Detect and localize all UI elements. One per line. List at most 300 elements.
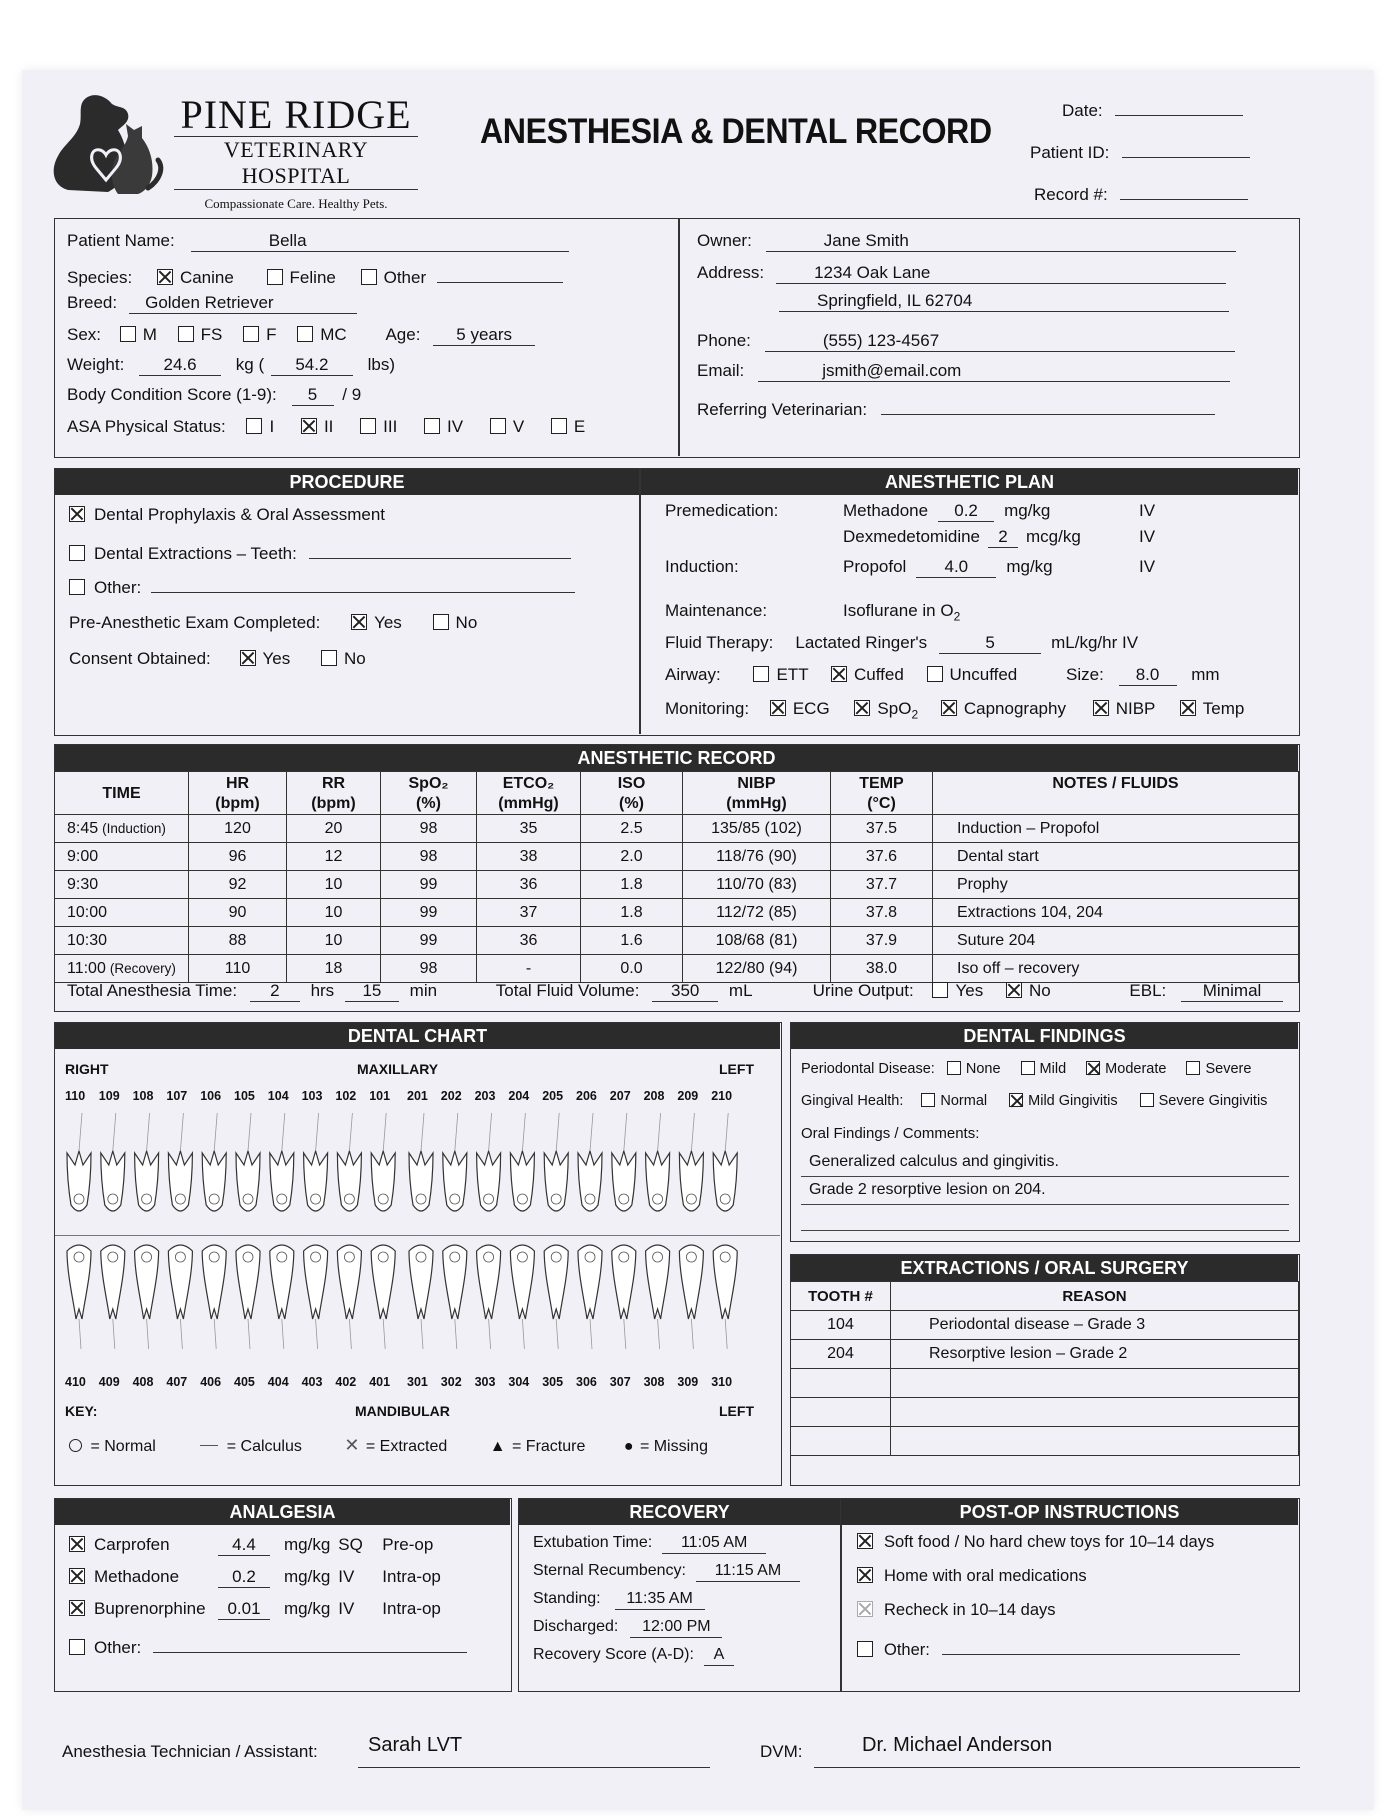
capnography-label: Capnography bbox=[963, 699, 1066, 718]
tooth-outline[interactable] bbox=[443, 1113, 467, 1211]
mandibular-label: MANDIBULAR bbox=[355, 1403, 450, 1419]
total-fluid-field[interactable]: 350 bbox=[652, 981, 718, 1002]
record-time-cell[interactable] bbox=[55, 927, 189, 955]
record-etco2-cell[interactable]: 38 bbox=[477, 843, 581, 871]
tooth-outline[interactable] bbox=[67, 1245, 91, 1349]
tooth-outline[interactable] bbox=[646, 1245, 670, 1349]
dental-prophy-label: Dental Prophylaxis & Oral Assessment bbox=[94, 505, 386, 524]
tooth-outline[interactable] bbox=[544, 1113, 568, 1211]
tooth-outline[interactable] bbox=[443, 1245, 467, 1349]
postop-soft-food-label: Soft food / No hard chew toys for 10–14 days bbox=[884, 1533, 1215, 1551]
record-hr-cell[interactable]: 120 bbox=[189, 815, 287, 843]
extractions-checkbox[interactable] bbox=[69, 545, 85, 561]
record-etco2-cell[interactable]: 37 bbox=[477, 899, 581, 927]
ett-checkbox[interactable] bbox=[753, 666, 769, 682]
asa-e-checkbox[interactable] bbox=[551, 418, 567, 434]
record-col-header bbox=[287, 772, 381, 815]
perio-moderate-checkbox[interactable] bbox=[1086, 1061, 1100, 1075]
tooth-outline[interactable] bbox=[236, 1113, 260, 1211]
induction-drug: Propofol bbox=[843, 557, 907, 576]
table-row bbox=[55, 815, 1299, 843]
record-rr-cell[interactable]: 18 bbox=[287, 955, 381, 983]
hospital-name: PINE RIDGE bbox=[180, 92, 412, 137]
record-notes-cell[interactable]: Dental start bbox=[933, 843, 1299, 871]
tooth-outline[interactable] bbox=[510, 1113, 534, 1211]
key-label: KEY: bbox=[65, 1403, 98, 1419]
perio-mild-checkbox[interactable] bbox=[1021, 1061, 1035, 1075]
tooth-outline[interactable] bbox=[409, 1245, 433, 1349]
tooth-outline[interactable] bbox=[202, 1113, 226, 1211]
tooth-outline[interactable] bbox=[270, 1245, 294, 1349]
tooth-outline[interactable] bbox=[510, 1245, 534, 1349]
record-col-header bbox=[381, 772, 477, 815]
record-time: 9:00 bbox=[67, 847, 99, 865]
date-line bbox=[1062, 96, 1243, 121]
extractions-header: EXTRACTIONS / ORAL SURGERY bbox=[791, 1255, 1298, 1281]
tooth-number: 204 bbox=[508, 1089, 530, 1103]
record-col-unit: (mmHg) bbox=[726, 795, 787, 812]
record-nibp-cell[interactable]: 122/80 (94) bbox=[683, 955, 831, 983]
phone-field[interactable]: (555) 123-4567 bbox=[765, 331, 1235, 352]
record-iso-cell[interactable]: 0.0 bbox=[581, 955, 683, 983]
record-spo2-cell[interactable]: 98 bbox=[381, 815, 477, 843]
record-notes-cell[interactable]: Prophy bbox=[933, 871, 1299, 899]
record-col-header bbox=[581, 772, 683, 815]
urine-yes-checkbox[interactable] bbox=[932, 982, 948, 998]
record-notes-cell[interactable]: Iso off – recovery bbox=[933, 955, 1299, 983]
analgesia-other-checkbox[interactable] bbox=[69, 1639, 85, 1655]
capnography-checkbox[interactable] bbox=[941, 700, 957, 716]
chart-right-label: RIGHT bbox=[65, 1061, 109, 1077]
tooth-outline[interactable] bbox=[67, 1113, 91, 1211]
analgesia-box bbox=[54, 1498, 512, 1692]
table-row bbox=[55, 899, 1299, 927]
analgesia-dose-field[interactable]: 4.4 bbox=[218, 1535, 270, 1556]
tooth-number: 307 bbox=[609, 1375, 631, 1389]
fluid-therapy-label: Fluid Therapy: bbox=[665, 633, 774, 652]
fracture-triangle-icon: ▲ bbox=[489, 1438, 506, 1455]
record-nibp-cell[interactable]: 118/76 (90) bbox=[683, 843, 831, 871]
extraction-teeth-field[interactable] bbox=[309, 539, 571, 559]
procedure-other-checkbox[interactable] bbox=[69, 579, 85, 595]
ml-label: mL bbox=[728, 981, 752, 1000]
record-etco2-cell[interactable]: 36 bbox=[477, 927, 581, 955]
urine-output-label: Urine Output: bbox=[812, 981, 914, 1000]
tooth-outline[interactable] bbox=[168, 1245, 192, 1349]
key-calculus: = Calculus bbox=[226, 1438, 302, 1455]
analgesia-dose-field[interactable]: 0.01 bbox=[218, 1599, 270, 1620]
exam-no-label: No bbox=[455, 613, 478, 632]
sex-f-checkbox[interactable] bbox=[243, 326, 259, 342]
tooth-number: 302 bbox=[440, 1375, 462, 1389]
sternal-field[interactable]: 11:15 AM bbox=[696, 1561, 800, 1582]
record-hr-cell[interactable]: 96 bbox=[189, 843, 287, 871]
record-temp-cell[interactable]: 37.5 bbox=[831, 815, 933, 843]
total-hrs-field[interactable]: 2 bbox=[250, 981, 300, 1002]
tooth-outline[interactable] bbox=[135, 1245, 159, 1349]
extraction-tooth-cell[interactable]: 104 bbox=[791, 1311, 891, 1340]
record-temp-cell[interactable]: 37.9 bbox=[831, 927, 933, 955]
spo2-checkbox[interactable] bbox=[854, 700, 870, 716]
extraction-tooth-cell[interactable] bbox=[791, 1427, 891, 1456]
breed-label: Breed: bbox=[67, 293, 118, 312]
urine-no-label: No bbox=[1028, 981, 1051, 1000]
analgesia-checkbox[interactable] bbox=[69, 1536, 85, 1552]
record-rr-cell[interactable]: 10 bbox=[287, 899, 381, 927]
asa-iv-checkbox[interactable] bbox=[424, 418, 440, 434]
record-spo2-cell[interactable]: 99 bbox=[381, 899, 477, 927]
sex-m-checkbox[interactable] bbox=[120, 326, 136, 342]
record-iso-cell[interactable]: 2.5 bbox=[581, 815, 683, 843]
asa-v-checkbox[interactable] bbox=[490, 418, 506, 434]
tooth-number: 202 bbox=[440, 1089, 462, 1103]
exam-no-checkbox[interactable] bbox=[433, 614, 449, 630]
record-notes-cell[interactable]: Suture 204 bbox=[933, 927, 1299, 955]
tooth-outline[interactable] bbox=[679, 1245, 703, 1349]
record-col-title: NIBP bbox=[737, 775, 776, 792]
comment-line-3[interactable] bbox=[801, 1209, 1289, 1231]
record-temp-cell[interactable]: 37.6 bbox=[831, 843, 933, 871]
record-col-header bbox=[477, 772, 581, 815]
hospital-subtitle: VETERINARY HOSPITAL bbox=[223, 137, 369, 188]
address-line2-field[interactable]: Springfield, IL 62704 bbox=[779, 291, 1229, 312]
owner-label: Owner: bbox=[697, 231, 752, 250]
ging-normal-checkbox[interactable] bbox=[921, 1093, 935, 1107]
extraction-reason-cell[interactable] bbox=[891, 1427, 1299, 1456]
consent-label: Consent Obtained: bbox=[69, 649, 211, 668]
tooth-outline[interactable] bbox=[101, 1245, 125, 1349]
patient-owner-box bbox=[54, 218, 1300, 458]
analgesia-route: IV bbox=[338, 1567, 355, 1586]
record-etco2-cell[interactable]: - bbox=[477, 955, 581, 983]
record-time-cell[interactable] bbox=[55, 955, 189, 983]
record-time-cell[interactable] bbox=[55, 899, 189, 927]
record-etco2-cell[interactable]: 36 bbox=[477, 871, 581, 899]
record-col-unit: (°C) bbox=[867, 795, 896, 812]
tooth-outline[interactable] bbox=[101, 1113, 125, 1211]
record-time-cell[interactable] bbox=[55, 843, 189, 871]
standing-field[interactable]: 11:35 AM bbox=[615, 1589, 705, 1610]
table-row bbox=[791, 1427, 1299, 1456]
sex-fs-checkbox[interactable] bbox=[178, 326, 194, 342]
analgesia-checkbox[interactable] bbox=[69, 1568, 85, 1584]
record-spo2-cell[interactable]: 99 bbox=[381, 927, 477, 955]
comment-line-2[interactable]: Grade 2 resorptive lesion on 204. bbox=[801, 1181, 1289, 1205]
tooth-outline[interactable] bbox=[304, 1113, 328, 1211]
uncuffed-label: Uncuffed bbox=[949, 665, 1018, 684]
record-col-title: TEMP bbox=[859, 775, 904, 792]
tooth-outline[interactable] bbox=[135, 1113, 159, 1211]
record-iso-cell[interactable]: 2.0 bbox=[581, 843, 683, 871]
patient-name-label: Patient Name: bbox=[67, 231, 175, 250]
nibp-checkbox[interactable] bbox=[1093, 700, 1109, 716]
uncuffed-checkbox[interactable] bbox=[927, 666, 943, 682]
tooth-outline[interactable] bbox=[409, 1113, 433, 1211]
asa-row bbox=[67, 417, 585, 437]
record-nibp-cell[interactable]: 112/72 (85) bbox=[683, 899, 831, 927]
tooth-outline[interactable] bbox=[477, 1113, 501, 1211]
maxillary-label: MAXILLARY bbox=[357, 1061, 439, 1077]
tooth-number: 110 bbox=[65, 1089, 86, 1103]
perio-none-checkbox[interactable] bbox=[947, 1061, 961, 1075]
postop-recheck-checkbox[interactable] bbox=[857, 1601, 873, 1617]
cuffed-checkbox[interactable] bbox=[831, 666, 847, 682]
analgesia-unit: mg/kg bbox=[284, 1567, 331, 1586]
kg-label: kg ( bbox=[235, 355, 265, 374]
extraction-tooth-cell[interactable] bbox=[791, 1398, 891, 1427]
comment-line-1[interactable]: Generalized calculus and gingivitis. bbox=[801, 1153, 1289, 1177]
email-field[interactable]: jsmith@email.com bbox=[758, 361, 1230, 382]
tooth-outline[interactable] bbox=[304, 1245, 328, 1349]
analgesia-checkbox[interactable] bbox=[69, 1600, 85, 1616]
extraction-reason-cell[interactable] bbox=[891, 1398, 1299, 1427]
record-iso-cell[interactable]: 1.6 bbox=[581, 927, 683, 955]
tooth-outline[interactable] bbox=[646, 1113, 670, 1211]
consent-yes-label: Yes bbox=[262, 649, 291, 668]
record-hr-cell[interactable]: 92 bbox=[189, 871, 287, 899]
recovery-score-field[interactable]: A bbox=[704, 1645, 734, 1666]
weight-lbs-field[interactable]: 54.2 bbox=[271, 355, 353, 376]
dental-chart-box bbox=[54, 1022, 782, 1486]
tooth-number: 104 bbox=[267, 1089, 289, 1103]
total-fluid-label: Total Fluid Volume: bbox=[495, 981, 640, 1000]
tooth-outline[interactable] bbox=[477, 1245, 501, 1349]
maintenance-subscript: 2 bbox=[953, 609, 961, 624]
record-notes-cell[interactable]: Induction – Propofol bbox=[933, 815, 1299, 843]
other-species-checkbox[interactable] bbox=[361, 269, 377, 285]
record-rr-cell[interactable]: 10 bbox=[287, 927, 381, 955]
tooth-number: 109 bbox=[98, 1089, 120, 1103]
tooth-number: 401 bbox=[369, 1375, 391, 1389]
breed-field[interactable]: Golden Retriever bbox=[129, 293, 357, 314]
ging-severe-checkbox[interactable] bbox=[1140, 1093, 1154, 1107]
extracted-x-icon: ✕ bbox=[344, 1435, 360, 1455]
tooth-number: 106 bbox=[200, 1089, 222, 1103]
tooth-outline[interactable] bbox=[371, 1113, 395, 1211]
record-iso-cell[interactable]: 1.8 bbox=[581, 871, 683, 899]
record-temp-cell[interactable]: 37.7 bbox=[831, 871, 933, 899]
sex-mc-checkbox[interactable] bbox=[297, 326, 313, 342]
tooth-outline[interactable] bbox=[337, 1113, 361, 1211]
asa-i-label: I bbox=[269, 417, 275, 436]
fluid-rate-field[interactable]: 5 bbox=[939, 633, 1041, 654]
asa-e-label: E bbox=[573, 417, 586, 436]
dvm-signature-field[interactable]: Dr. Michael Anderson bbox=[814, 1734, 1300, 1768]
record-time-cell[interactable] bbox=[55, 871, 189, 899]
other-species-field[interactable] bbox=[437, 263, 563, 283]
email-label: Email: bbox=[697, 361, 745, 380]
record-rr-cell[interactable]: 12 bbox=[287, 843, 381, 871]
record-col-header bbox=[933, 772, 1299, 815]
weight-kg-field[interactable]: 24.6 bbox=[139, 355, 221, 376]
dental-chart-header: DENTAL CHART bbox=[55, 1023, 780, 1049]
exam-yes-checkbox[interactable] bbox=[351, 614, 367, 630]
tooth-outline[interactable] bbox=[544, 1245, 568, 1349]
record-spo2-cell[interactable]: 98 bbox=[381, 843, 477, 871]
premed-dose1-field[interactable]: 0.2 bbox=[938, 501, 994, 522]
record-hr-cell[interactable]: 90 bbox=[189, 899, 287, 927]
extractions-table bbox=[790, 1281, 1299, 1456]
consent-yes-checkbox[interactable] bbox=[240, 650, 256, 666]
perio-severe-checkbox[interactable] bbox=[1186, 1061, 1200, 1075]
record-col-header bbox=[55, 772, 189, 815]
record-nibp-cell[interactable]: 108/68 (81) bbox=[683, 927, 831, 955]
canine-checkbox[interactable] bbox=[157, 269, 173, 285]
extraction-tooth-cell[interactable]: 204 bbox=[791, 1340, 891, 1369]
extraction-reason-cell[interactable]: Periodontal disease – Grade 3 bbox=[891, 1311, 1299, 1340]
age-field[interactable]: 5 years bbox=[433, 325, 535, 346]
sex-fs-label: FS bbox=[200, 325, 223, 344]
record-time: 8:45 bbox=[67, 819, 99, 837]
induction-dose-field[interactable]: 4.0 bbox=[916, 557, 996, 578]
record-number-field[interactable] bbox=[1120, 180, 1248, 200]
tooth-number: 209 bbox=[677, 1089, 699, 1103]
tooth-number: 304 bbox=[508, 1375, 530, 1389]
record-sheet bbox=[22, 70, 1374, 1810]
address-label: Address: bbox=[697, 263, 765, 282]
tooth-number: 309 bbox=[677, 1375, 699, 1389]
asa-i-checkbox[interactable] bbox=[246, 418, 262, 434]
discharged-field[interactable]: 12:00 PM bbox=[630, 1617, 722, 1638]
record-col-header bbox=[189, 772, 287, 815]
tooth-number: 102 bbox=[335, 1089, 357, 1103]
tooth-outline[interactable] bbox=[202, 1245, 226, 1349]
tooth-number: 205 bbox=[542, 1089, 564, 1103]
hospital-tagline: Compassionate Care. Healthy Pets. bbox=[204, 196, 388, 211]
record-hr-cell[interactable]: 88 bbox=[189, 927, 287, 955]
tooth-number: 207 bbox=[609, 1089, 631, 1103]
postop-other-field[interactable] bbox=[942, 1635, 1240, 1655]
tooth-number: 203 bbox=[474, 1089, 496, 1103]
record-number-label: Record #: bbox=[1034, 185, 1108, 204]
urine-yes-label: Yes bbox=[955, 981, 984, 1000]
bcs-field[interactable]: 5 bbox=[292, 385, 334, 406]
extraction-reason-cell[interactable]: Resorptive lesion – Grade 2 bbox=[891, 1340, 1299, 1369]
tooth-outline[interactable] bbox=[612, 1245, 636, 1349]
record-col-title: SpO₂ bbox=[408, 775, 449, 792]
record-time-tag: (Induction) bbox=[102, 820, 166, 836]
postop-other-checkbox[interactable] bbox=[857, 1641, 873, 1657]
urine-no-checkbox[interactable] bbox=[1006, 982, 1022, 998]
record-notes-cell[interactable]: Extractions 104, 204 bbox=[933, 899, 1299, 927]
procedure-other-field[interactable] bbox=[151, 573, 575, 593]
analgesia-drug: Carprofen bbox=[94, 1535, 170, 1554]
technician-signature-field[interactable]: Sarah LVT bbox=[358, 1734, 710, 1768]
sex-m-label: M bbox=[142, 325, 157, 344]
patient-name-field[interactable]: Bella bbox=[191, 231, 569, 252]
ging-normal-label: Normal bbox=[940, 1093, 988, 1109]
patient-id-field[interactable] bbox=[1122, 138, 1250, 158]
record-spo2-cell[interactable]: 98 bbox=[381, 955, 477, 983]
premed-label: Premedication: bbox=[665, 501, 779, 520]
tooth-number: 402 bbox=[335, 1375, 357, 1389]
size-label: Size: bbox=[1066, 665, 1104, 684]
table-row bbox=[791, 1340, 1299, 1369]
temp-checkbox[interactable] bbox=[1180, 700, 1196, 716]
record-temp-cell[interactable]: 38.0 bbox=[831, 955, 933, 983]
dvm-label: DVM: bbox=[760, 1742, 803, 1761]
record-etco2-cell[interactable]: 35 bbox=[477, 815, 581, 843]
owner-field[interactable]: Jane Smith bbox=[766, 231, 1236, 252]
tooth-outline[interactable] bbox=[270, 1113, 294, 1211]
record-rr-cell[interactable]: 10 bbox=[287, 871, 381, 899]
tooth-outline[interactable] bbox=[168, 1113, 192, 1211]
recovery-score-label: Recovery Score (A-D): bbox=[533, 1646, 694, 1663]
record-temp-cell[interactable]: 37.8 bbox=[831, 899, 933, 927]
analgesia-dose-field[interactable]: 0.2 bbox=[218, 1567, 270, 1588]
technician-label: Anesthesia Technician / Assistant: bbox=[62, 1742, 318, 1761]
premed-dose2-field[interactable]: 2 bbox=[988, 527, 1018, 548]
record-time-cell[interactable] bbox=[55, 815, 189, 843]
asa-iii-checkbox[interactable] bbox=[360, 418, 376, 434]
ecg-label: ECG bbox=[792, 699, 830, 718]
record-iso-cell[interactable]: 1.8 bbox=[581, 899, 683, 927]
feline-label: Feline bbox=[289, 268, 336, 287]
postop-home-meds-label: Home with oral medications bbox=[884, 1567, 1087, 1585]
table-row bbox=[791, 1369, 1299, 1398]
postop-soft-food-checkbox[interactable] bbox=[857, 1533, 873, 1549]
date-field[interactable] bbox=[1115, 96, 1243, 116]
tooth-outline[interactable] bbox=[578, 1245, 602, 1349]
tooth-outline[interactable] bbox=[612, 1113, 636, 1211]
gingival-label: Gingival Health: bbox=[801, 1093, 904, 1109]
tube-size-field[interactable]: 8.0 bbox=[1119, 665, 1177, 686]
record-col-title: ISO bbox=[617, 775, 646, 792]
extubation-label: Extubation Time: bbox=[533, 1534, 653, 1551]
patient-id-label: Patient ID: bbox=[1030, 143, 1110, 162]
maintenance-agent: Isoflurane in O bbox=[843, 601, 954, 620]
record-spo2-cell[interactable]: 99 bbox=[381, 871, 477, 899]
asa-ii-label: II bbox=[323, 417, 334, 436]
ecg-checkbox[interactable] bbox=[770, 700, 786, 716]
record-hr-cell[interactable]: 110 bbox=[189, 955, 287, 983]
recovery-box bbox=[518, 1498, 842, 1692]
table-row bbox=[55, 955, 1299, 983]
extraction-reason-cell[interactable] bbox=[891, 1369, 1299, 1398]
tooth-number: 105 bbox=[234, 1089, 255, 1103]
asa-ii-checkbox[interactable] bbox=[301, 418, 317, 434]
tooth-outline[interactable] bbox=[713, 1245, 737, 1349]
ebl-field[interactable]: Minimal bbox=[1181, 981, 1283, 1002]
tooth-outline[interactable] bbox=[236, 1245, 260, 1349]
tooth-outline[interactable] bbox=[337, 1245, 361, 1349]
referring-vet-field[interactable] bbox=[881, 395, 1215, 415]
extraction-tooth-cell[interactable] bbox=[791, 1369, 891, 1398]
procedure-plan-box bbox=[54, 468, 1300, 736]
analgesia-other-field[interactable] bbox=[153, 1633, 467, 1653]
procedure-header: PROCEDURE bbox=[55, 469, 639, 495]
tooth-outline[interactable] bbox=[578, 1113, 602, 1211]
ging-mild-checkbox[interactable] bbox=[1009, 1093, 1023, 1107]
tooth-outline[interactable] bbox=[713, 1113, 737, 1211]
feline-checkbox[interactable] bbox=[267, 269, 283, 285]
extubation-field[interactable]: 11:05 AM bbox=[662, 1533, 766, 1554]
maintenance-label: Maintenance: bbox=[665, 601, 768, 620]
postop-home-meds-checkbox[interactable] bbox=[857, 1567, 873, 1583]
total-min-field[interactable]: 15 bbox=[345, 981, 399, 1002]
consent-no-label: No bbox=[343, 649, 366, 668]
consent-no-checkbox[interactable] bbox=[321, 650, 337, 666]
tooth-outline[interactable] bbox=[679, 1113, 703, 1211]
record-nibp-cell[interactable]: 110/70 (83) bbox=[683, 871, 831, 899]
analgesia-header: ANALGESIA bbox=[55, 1499, 510, 1525]
record-rr-cell[interactable]: 20 bbox=[287, 815, 381, 843]
analgesia-item bbox=[69, 1567, 441, 1588]
address-line1-field[interactable]: 1234 Oak Lane bbox=[776, 263, 1226, 284]
tooth-outline[interactable] bbox=[371, 1245, 395, 1349]
record-nibp-cell[interactable]: 135/85 (102) bbox=[683, 815, 831, 843]
dental-prophy-checkbox[interactable] bbox=[69, 506, 85, 522]
